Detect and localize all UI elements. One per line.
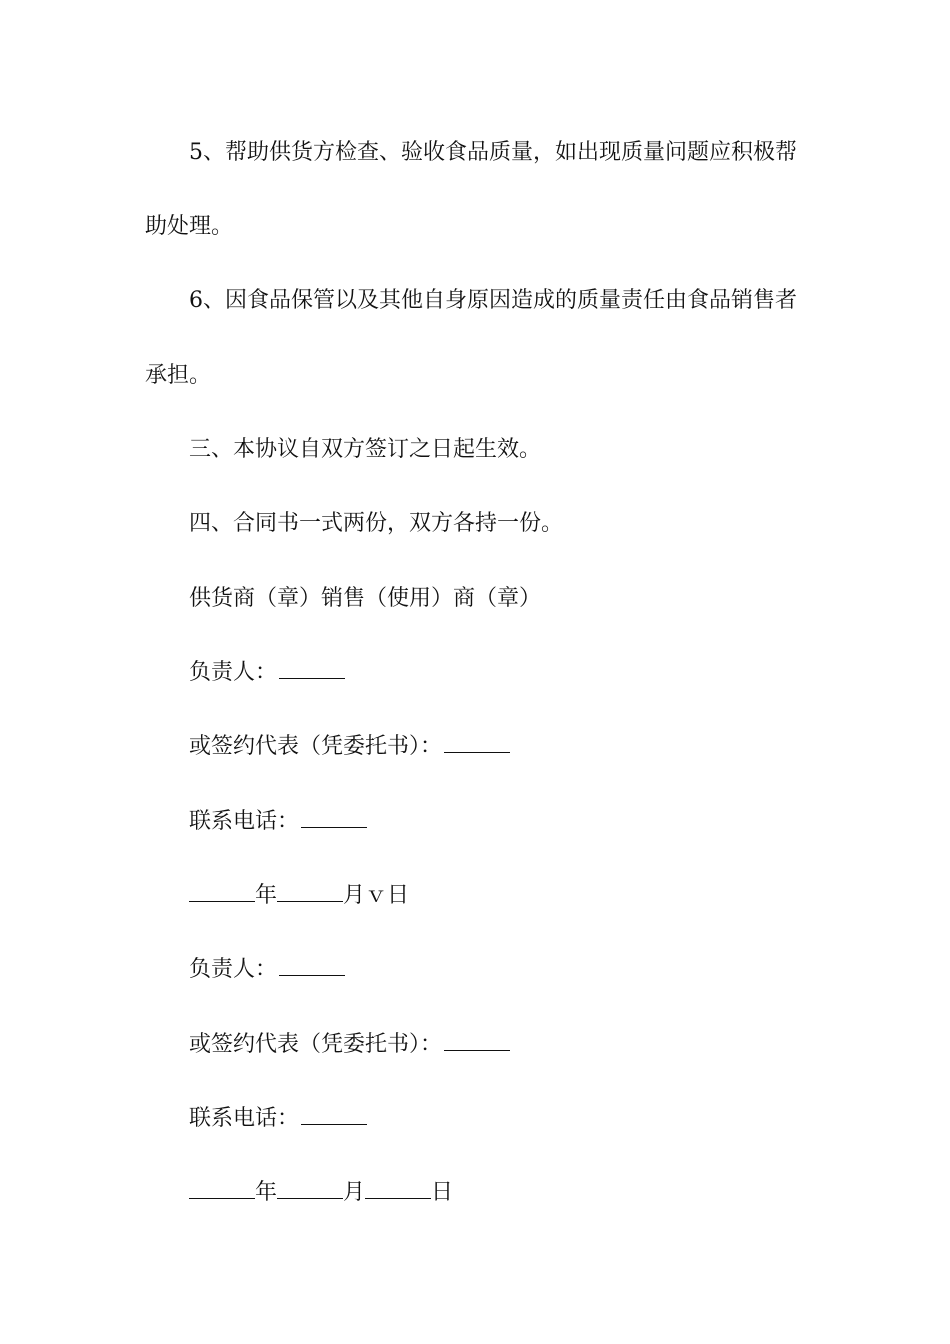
sig2-day-blank[interactable]	[365, 1178, 431, 1199]
sig2-person-label: 负责人：	[189, 957, 278, 982]
sig1-year-blank[interactable]	[189, 881, 255, 902]
sig1-person-in-charge	[189, 658, 815, 688]
sig2-person-blank[interactable]	[279, 955, 345, 976]
clause-5-line-1: 5、帮助供货方检查、验收食品质量，如出现质量问题应积极帮	[189, 140, 797, 165]
sig2-representative-blank[interactable]	[444, 1030, 510, 1051]
sig2-representative	[189, 1030, 815, 1060]
sig2-month-blank[interactable]	[277, 1178, 343, 1199]
sig2-phone-label: 联系电话：	[189, 1106, 300, 1131]
clause-6-line-2: 承担。	[145, 363, 212, 388]
sig1-month-blank[interactable]	[277, 881, 343, 902]
section-3: 三、本协议自双方签订之日起生效。	[189, 437, 542, 462]
sig1-representative-label: 或签约代表（凭委托书）：	[189, 734, 443, 759]
sig2-year-blank[interactable]	[189, 1178, 255, 1199]
clause-6-line-1: 6、因食品保管以及其他自身原因造成的质量责任由食品销售者	[189, 288, 797, 313]
sig1-person-label: 负责人：	[189, 660, 278, 685]
section-4: 四、合同书一式两份，双方各持一份。	[189, 511, 564, 536]
parties-line: 供货商（章）销售（使用）商（章）	[189, 586, 542, 611]
sig2-month-label: 月	[343, 1180, 366, 1205]
sig2-date	[189, 1178, 815, 1208]
sig2-representative-label: 或签约代表（凭委托书）：	[189, 1032, 443, 1057]
sig1-phone-label: 联系电话：	[189, 809, 300, 834]
sig1-date	[189, 881, 815, 911]
sig1-representative	[189, 732, 815, 762]
sig1-year-label: 年	[255, 883, 278, 908]
sig1-person-blank[interactable]	[279, 658, 345, 679]
sig1-representative-blank[interactable]	[444, 732, 510, 753]
sig1-phone	[189, 807, 815, 837]
sig1-phone-blank[interactable]	[301, 807, 367, 828]
sig2-phone	[189, 1104, 815, 1134]
sig1-month-day-label: 月ｖ日	[343, 883, 410, 908]
sig2-phone-blank[interactable]	[301, 1104, 367, 1125]
sig2-day-label: 日	[431, 1180, 454, 1205]
clause-5-line-2: 助处理。	[145, 214, 234, 239]
sig2-year-label: 年	[255, 1180, 278, 1205]
sig2-person-in-charge	[189, 955, 815, 985]
